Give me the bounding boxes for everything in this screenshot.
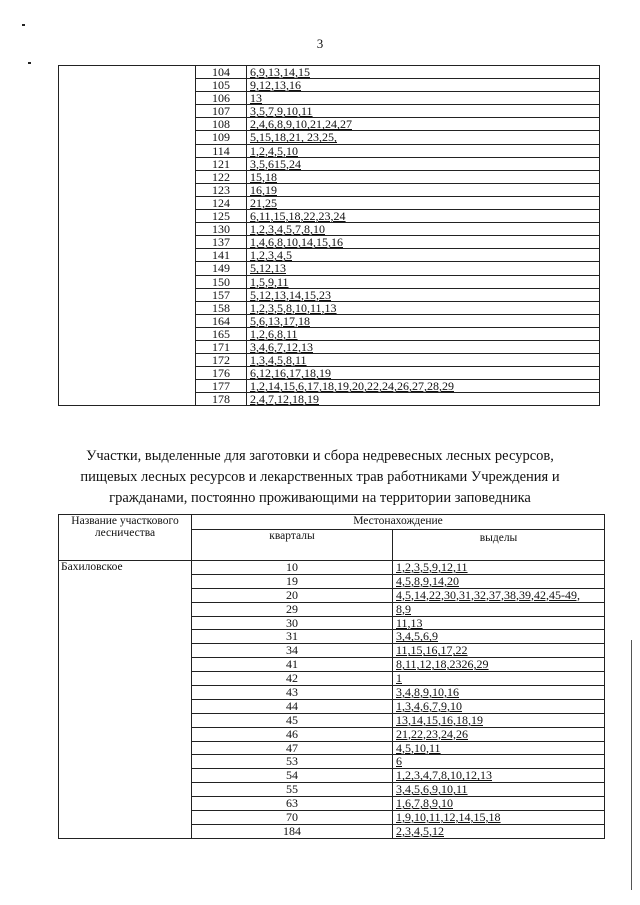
allotments-cell: 3,5,7,9,10,11 — [247, 105, 600, 118]
allotments-cell: 1,2,3,4,7,8,10,12,13 — [393, 769, 605, 783]
quarter-cell: 176 — [196, 367, 247, 380]
table-row — [59, 66, 600, 79]
scan-edge — [631, 640, 632, 890]
allotments-cell: 4,5,10,11 — [393, 741, 605, 755]
quarter-cell: 34 — [192, 644, 393, 658]
allotments-cell: 4,5,14,22,30,31,32,37,38,39,42,45-49, — [393, 588, 605, 602]
table-row — [59, 561, 605, 575]
allotments-cell: 15,18 — [247, 170, 600, 183]
allotments-cell: 1 — [393, 672, 605, 686]
quarter-cell: 158 — [196, 301, 247, 314]
column-header-quarters: кварталы — [192, 530, 393, 561]
quarter-cell: 19 — [192, 574, 393, 588]
allotments-cell: 1,3,4,5,8,11 — [247, 354, 600, 367]
allotments-cell: 6 — [393, 755, 605, 769]
allotments-cell: 1,6,7,8,9,10 — [393, 797, 605, 811]
quarter-cell: 150 — [196, 275, 247, 288]
quarter-cell: 123 — [196, 183, 247, 196]
allotments-cell: 1,9,10,11,12,14,15,18 — [393, 811, 605, 825]
allotments-cell: 3,4,5,6,9,10,11 — [393, 783, 605, 797]
quarter-cell: 109 — [196, 131, 247, 144]
allotments-cell: 21,22,23,24,26 — [393, 727, 605, 741]
allotments-cell: 3,4,6,7,12,13 — [247, 340, 600, 353]
quarter-cell: 107 — [196, 105, 247, 118]
allotments-cell: 5,6,13,17,18 — [247, 314, 600, 327]
page-number: 3 — [316, 36, 324, 51]
quarter-cell: 122 — [196, 170, 247, 183]
quarter-cell: 177 — [196, 380, 247, 393]
forestry-cell-empty — [59, 66, 196, 406]
section-heading: Участки, выделенные для заготовки и сбора недревесных лесных ресурсов, пищевых лесных ресурсов и лекарственных трав работниками Учреждения и гражданами, постоянно проживающими на территории заповедника — [80, 448, 560, 506]
quarter-cell: 178 — [196, 393, 247, 406]
quarter-cell: 63 — [192, 797, 393, 811]
allotments-cell: 5,12,13 — [247, 262, 600, 275]
quarter-cell: 70 — [192, 811, 393, 825]
allotments-cell: 3,5,615,24 — [247, 157, 600, 170]
table-header-row — [59, 515, 605, 530]
quarter-cell: 184 — [192, 824, 393, 838]
quarter-cell: 149 — [196, 262, 247, 275]
allotments-cell: 8,11,12,18,2326,29 — [393, 658, 605, 672]
column-header-allotments: выделы — [393, 530, 605, 561]
column-header-location: Местонахождение — [192, 515, 605, 530]
quarter-cell: 105 — [196, 79, 247, 92]
allotments-cell: 1,2,3,5,8,10,11,13 — [247, 301, 600, 314]
quarter-cell: 114 — [196, 144, 247, 157]
allotments-cell: 9,12,13,16 — [247, 79, 600, 92]
quarter-cell: 137 — [196, 236, 247, 249]
allotments-cell: 8,9 — [393, 602, 605, 616]
allotments-cell: 2,3,4,5,12 — [393, 824, 605, 838]
allotments-cell: 4,5,8,9,14,20 — [393, 574, 605, 588]
allotments-cell: 3,4,8,9,10,16 — [393, 686, 605, 700]
quarter-cell: 125 — [196, 210, 247, 223]
quarter-cell: 141 — [196, 249, 247, 262]
quarter-cell: 41 — [192, 658, 393, 672]
harvest-plots-table — [58, 514, 605, 839]
allotments-cell: 6,12,16,17,18,19 — [247, 367, 600, 380]
quarter-cell: 31 — [192, 630, 393, 644]
forestry-name-cell: Бахиловское — [59, 561, 192, 839]
allotments-cell: 1,4,6,8,10,14,15,16 — [247, 236, 600, 249]
quarter-cell: 164 — [196, 314, 247, 327]
allotments-cell: 1,2,3,4,5,7,8,10 — [247, 223, 600, 236]
quarter-cell: 47 — [192, 741, 393, 755]
allotments-cell: 2,4,7,12,18,19 — [247, 393, 600, 406]
quarter-cell: 43 — [192, 686, 393, 700]
quarter-cell: 121 — [196, 157, 247, 170]
allotments-cell: 6,9,13,14,15 — [247, 66, 600, 79]
quarter-cell: 54 — [192, 769, 393, 783]
allotments-cell: 1,2,4,5,10 — [247, 144, 600, 157]
allotments-cell: 1,2,3,5,9,12,11 — [393, 561, 605, 575]
allotments-cell: 13,14,15,16,18,19 — [393, 713, 605, 727]
quarter-cell: 20 — [192, 588, 393, 602]
allotments-cell: 16,19 — [247, 183, 600, 196]
allotments-cell: 1,3,4,6,7,9,10 — [393, 699, 605, 713]
allotments-cell: 5,15,18,21, 23,25, — [247, 131, 600, 144]
allotments-cell: 1,2,14,15,6,17,18,19,20,22,24,26,27,28,29 — [247, 380, 600, 393]
quarter-cell: 29 — [192, 602, 393, 616]
allotments-cell: 13 — [247, 92, 600, 105]
quarter-cell: 108 — [196, 118, 247, 131]
quarter-cell: 53 — [192, 755, 393, 769]
quarter-cell: 45 — [192, 713, 393, 727]
quarter-cell: 106 — [196, 92, 247, 105]
quarter-cell: 130 — [196, 223, 247, 236]
quarters-table-continued — [58, 65, 600, 406]
quarter-cell: 104 — [196, 66, 247, 79]
quarter-cell: 165 — [196, 327, 247, 340]
allotments-cell: 11,15,16,17,22 — [393, 644, 605, 658]
quarter-cell: 42 — [192, 672, 393, 686]
allotments-cell: 1,2,6,8,11 — [247, 327, 600, 340]
allotments-cell: 2,4,6,8,9,10,21,24,27 — [247, 118, 600, 131]
scan-mark — [28, 62, 31, 64]
allotments-cell: 21,25 — [247, 196, 600, 209]
allotments-cell: 5,12,13,14,15,23 — [247, 288, 600, 301]
scan-mark — [22, 24, 25, 26]
quarter-cell: 55 — [192, 783, 393, 797]
allotments-cell: 1,5,9,11 — [247, 275, 600, 288]
quarter-cell: 10 — [192, 561, 393, 575]
column-header-forestry: Название участкового лесничества — [59, 515, 192, 561]
allotments-cell: 3,4,5,6,9 — [393, 630, 605, 644]
quarter-cell: 171 — [196, 340, 247, 353]
quarter-cell: 172 — [196, 354, 247, 367]
allotments-cell: 6,11,15,18,22,23,24 — [247, 210, 600, 223]
quarter-cell: 30 — [192, 616, 393, 630]
quarter-cell: 124 — [196, 196, 247, 209]
allotments-cell: 1,2,3,4,5 — [247, 249, 600, 262]
quarter-cell: 46 — [192, 727, 393, 741]
quarter-cell: 44 — [192, 699, 393, 713]
quarter-cell: 157 — [196, 288, 247, 301]
allotments-cell: 11,13 — [393, 616, 605, 630]
